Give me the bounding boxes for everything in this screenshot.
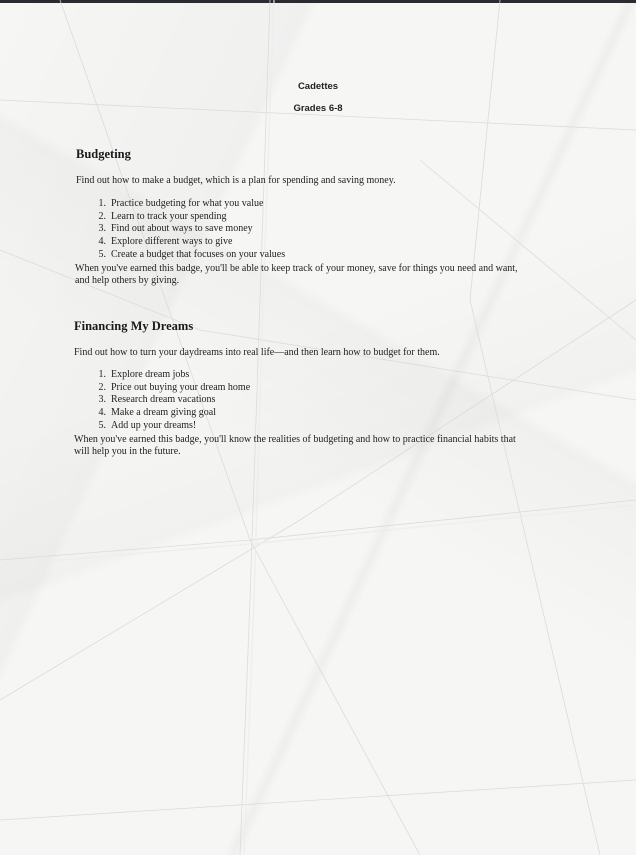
list-item-text: Research dream vacations (111, 394, 216, 406)
list-item-text: Practice budgeting for what you value (111, 198, 264, 209)
list-item (92, 198, 285, 211)
list-item (92, 420, 250, 433)
list-item-text: Price out buying your dream home (111, 381, 251, 393)
section-outcome-financing-my-dreams-line2: will help you in the future. (74, 446, 181, 457)
section-intro-budgeting: Find out how to make a budget, which is a plan for spending and saving money. (76, 175, 396, 186)
list-item-number: 5. (98, 248, 106, 260)
list-item-text: Create a budget that focuses on your values (111, 248, 286, 260)
steps-list-budgeting (92, 198, 285, 262)
list-item (92, 249, 285, 262)
list-item-text: Explore dream jobs (111, 369, 190, 380)
list-item-number: 2. (98, 210, 106, 222)
list-item (92, 236, 285, 249)
list-item (92, 394, 250, 407)
list-item (92, 407, 250, 420)
list-item (92, 382, 250, 395)
steps-list-financing-my-dreams (92, 369, 250, 433)
page-title: Cadettes (297, 81, 339, 92)
list-item-number: 3. (98, 223, 106, 235)
list-item-text: Add up your dreams! (111, 419, 197, 431)
page-subtitle: Grades 6-8 (293, 103, 343, 114)
section-title-budgeting: Budgeting (76, 147, 131, 161)
section-outcome-financing-my-dreams-line1: When you've earned this badge, you'll know the realities of budgeting and how to practice financial habits that (74, 434, 516, 445)
list-item-number: 2. (98, 381, 106, 393)
list-item-number: 5. (98, 419, 106, 431)
section-outcome-budgeting-line2: and help others by giving. (75, 275, 180, 286)
list-item-text: Make a dream giving goal (111, 407, 216, 419)
list-item-number: 4. (98, 407, 106, 419)
section-intro-financing-my-dreams: Find out how to turn your daydreams into real life—and then learn how to budget for them. (74, 347, 440, 358)
section-outcome-budgeting-line1: When you've earned this badge, you'll be able to keep track of your money, save for things you need and want, (75, 263, 518, 274)
list-item-number: 3. (98, 394, 106, 406)
list-item-text: Find out about ways to save money (111, 223, 253, 235)
list-item (92, 211, 285, 224)
list-item-number: 1. (98, 198, 106, 209)
list-item-text: Learn to track your spending (111, 210, 227, 222)
section-title-financing-my-dreams: Financing My Dreams (74, 319, 194, 333)
list-item-text: Explore different ways to give (111, 236, 233, 248)
list-item (92, 369, 250, 382)
list-item-number: 1. (98, 369, 106, 380)
list-item (92, 223, 285, 236)
list-item-number: 4. (98, 236, 106, 248)
